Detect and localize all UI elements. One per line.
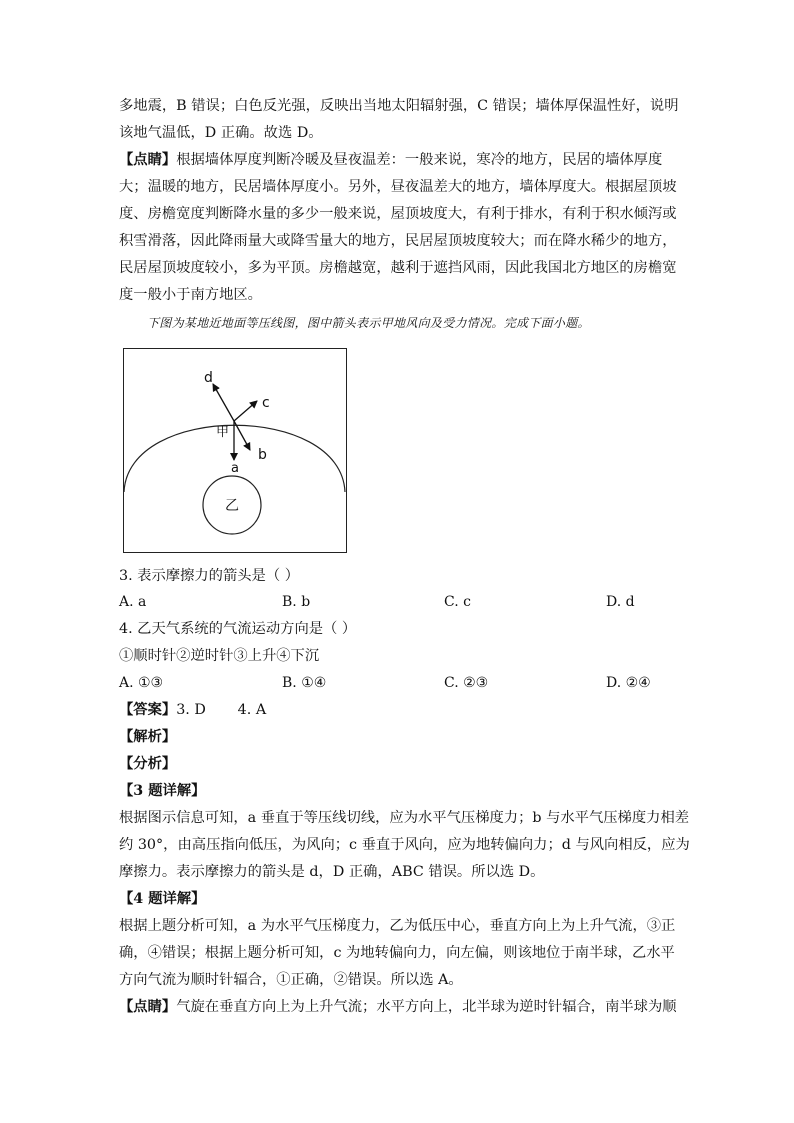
q4-option-a[interactable]: A. ①③ — [119, 675, 164, 691]
label-d: d — [204, 370, 213, 386]
tip-tag: 【点睛】 — [119, 999, 177, 1015]
q3-detail-line: 摩擦力。表示摩擦力的箭头是 d，D 正确，ABC 错误。所以选 D。 — [119, 864, 545, 880]
q4-detail-line: 根据上题分析可知，a 为水平气压梯度力，乙为低压中心，垂直方向上为上升气流，③正 — [119, 918, 676, 934]
paragraph-line: 多地震，B 错误；白色反光强，反映出当地太阳辐射强，C 错误；墙体厚保温性好，说明 — [119, 98, 679, 114]
tip-text: 根据墙体厚度判断冷暖及昼夜温差：一般来说，寒冷的地方，民居的墙体厚度 — [176, 152, 663, 168]
q4-detail-line: 方向气流为顺时针辐合，①正确，②错误。所以选 A。 — [119, 972, 463, 988]
isobar-figure — [123, 348, 348, 554]
question-4-items: ①顺时针②逆时针③上升④下沉 — [119, 648, 320, 664]
label-c: c — [262, 395, 270, 411]
paragraph-line: 民居屋顶坡度较小，多为平顶。房檐越宽，越利于遮挡风雨，因此我国北方地区的房檐宽 — [119, 260, 677, 276]
paragraph-line: 度、房檐宽度判断降水量的多少一般来说，屋顶坡度大，有利于排水，有利于积水倾泻或 — [119, 206, 677, 222]
q3-option-d[interactable]: D. d — [606, 594, 635, 610]
paragraph-line: 大；温暖的地方，民居墙体厚度小。另外，昼夜温差大的地方，墙体厚度大。根据屋顶坡 — [119, 179, 677, 195]
answer-line — [119, 700, 679, 720]
q4-option-d[interactable]: D. ②④ — [606, 675, 651, 691]
paragraph-line — [119, 150, 679, 170]
figure-frame — [124, 349, 347, 553]
tip-text: 气旋在垂直方向上为上升气流；水平方向上，北半球为逆时针辐合，南半球为顺 — [176, 999, 677, 1015]
answer-text: 3. D 4. A — [176, 702, 267, 718]
q3-detail-line: 约 30°，由高压指向低压，为风向；c 垂直于风向，应为地转偏向力；d 与风向相反，应为 — [119, 837, 690, 853]
answer-tag: 【答案】 — [119, 702, 177, 718]
q3-option-a[interactable]: A. a — [119, 594, 147, 610]
arrow-c — [234, 401, 257, 421]
question-4-stem: 4. 乙天气系统的气流运动方向是（ ） — [119, 621, 357, 637]
q4-detail-heading: 【4 题详解】 — [119, 891, 206, 907]
fenxi-heading: 【分析】 — [119, 756, 177, 772]
question-intro: 下图为某地近地面等压线图，图中箭头表示甲地风向及受力情况。完成下面小题。 — [147, 316, 590, 330]
q3-option-b[interactable]: B. b — [282, 594, 311, 610]
q3-detail-line: 根据图示信息可知，a 垂直于等压线切线，应为水平气压梯度力；b 与水平气压梯度力相差 — [119, 810, 690, 826]
analysis-heading: 【解析】 — [119, 729, 177, 745]
q3-option-c[interactable]: C. c — [444, 594, 471, 610]
label-jia: 甲 — [216, 425, 230, 440]
label-a: a — [231, 461, 239, 476]
q4-detail-line: 确，④错误；根据上题分析可知，c 为地转偏向力，向左偏，则该地位于南半球，乙水平 — [119, 945, 675, 961]
paragraph-line: 积雪滑落，因此降雨量大或降雪量大的地方，民居屋顶坡度较大；而在降水稀少的地方， — [119, 233, 677, 249]
q4-option-c[interactable]: C. ②③ — [444, 675, 489, 691]
label-yi: 乙 — [225, 498, 239, 514]
q4-option-b[interactable]: B. ①④ — [282, 675, 327, 691]
tip-tag: 【点睛】 — [119, 152, 177, 168]
arrow-d — [213, 384, 234, 421]
tip-line — [119, 997, 679, 1017]
label-b: b — [258, 447, 267, 463]
question-3-stem: 3. 表示摩擦力的箭头是（ ） — [119, 568, 299, 584]
q3-detail-heading: 【3 题详解】 — [119, 783, 206, 799]
paragraph-line: 度一般小于南方地区。 — [119, 287, 262, 303]
paragraph-line: 该地气温低，D 正确。故选 D。 — [119, 125, 323, 141]
